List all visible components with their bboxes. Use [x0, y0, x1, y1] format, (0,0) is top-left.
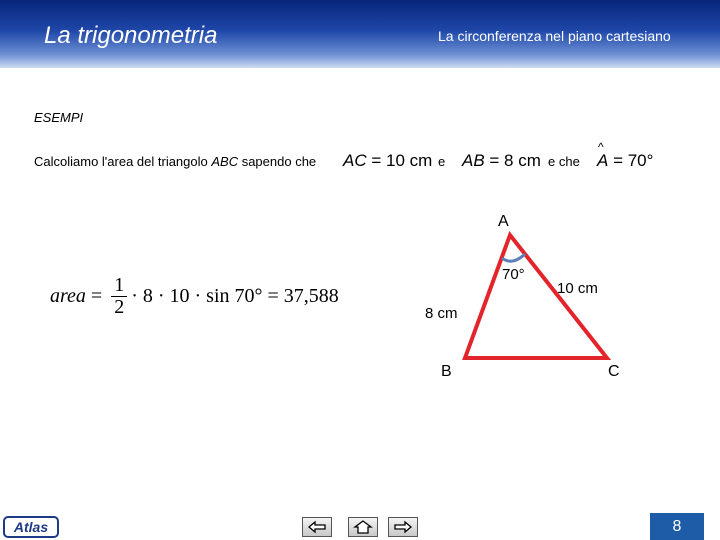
page-subtitle: La circonferenza nel piano cartesiano — [438, 28, 671, 44]
conjunction-e: e — [438, 154, 446, 169]
vertex-b-label: B — [441, 363, 452, 380]
side-ac-label: 10 cm — [557, 280, 598, 297]
conjunction-e-che: e che — [548, 154, 580, 169]
statement-triangle-name: ABC — [211, 154, 239, 169]
fraction-denominator: 2 — [114, 295, 125, 318]
arrow-right-icon — [393, 520, 413, 534]
angle-a-variable: ^ A — [597, 151, 608, 170]
fraction-numerator: 1 — [111, 275, 127, 297]
side-ab-label: 8 cm — [425, 305, 458, 322]
angle-label: 70° — [502, 266, 525, 283]
statement-suffix: sapendo che — [238, 154, 317, 169]
angle-arc — [502, 254, 525, 261]
page-title: La trigonometria — [44, 22, 218, 49]
atlas-logo: Atlas — [3, 516, 59, 538]
arrow-left-icon — [307, 520, 327, 534]
previous-button[interactable] — [302, 517, 332, 537]
formula-equals: = — [85, 284, 108, 307]
angle-a-value: = 70° — [608, 151, 654, 170]
side-ac-variable: AC — [343, 151, 367, 170]
section-label: ESEMPI — [34, 110, 84, 125]
vertex-a-label: A — [498, 213, 509, 230]
side-ac-value: = 10 cm — [366, 151, 433, 170]
next-button[interactable] — [388, 517, 418, 537]
side-ab-value: = 8 cm — [484, 151, 541, 170]
formula-body: · 8 · 10 · sin 70° = 37,588 — [131, 284, 339, 307]
formula-lhs: area — [50, 284, 86, 307]
side-ab-variable: AB — [462, 151, 485, 170]
vertex-c-label: C — [608, 363, 620, 380]
home-icon — [353, 520, 373, 534]
page-number: 8 — [650, 513, 704, 540]
statement-prefix: Calcoliamo l'area del triangolo — [34, 154, 212, 169]
home-button[interactable] — [348, 517, 378, 537]
